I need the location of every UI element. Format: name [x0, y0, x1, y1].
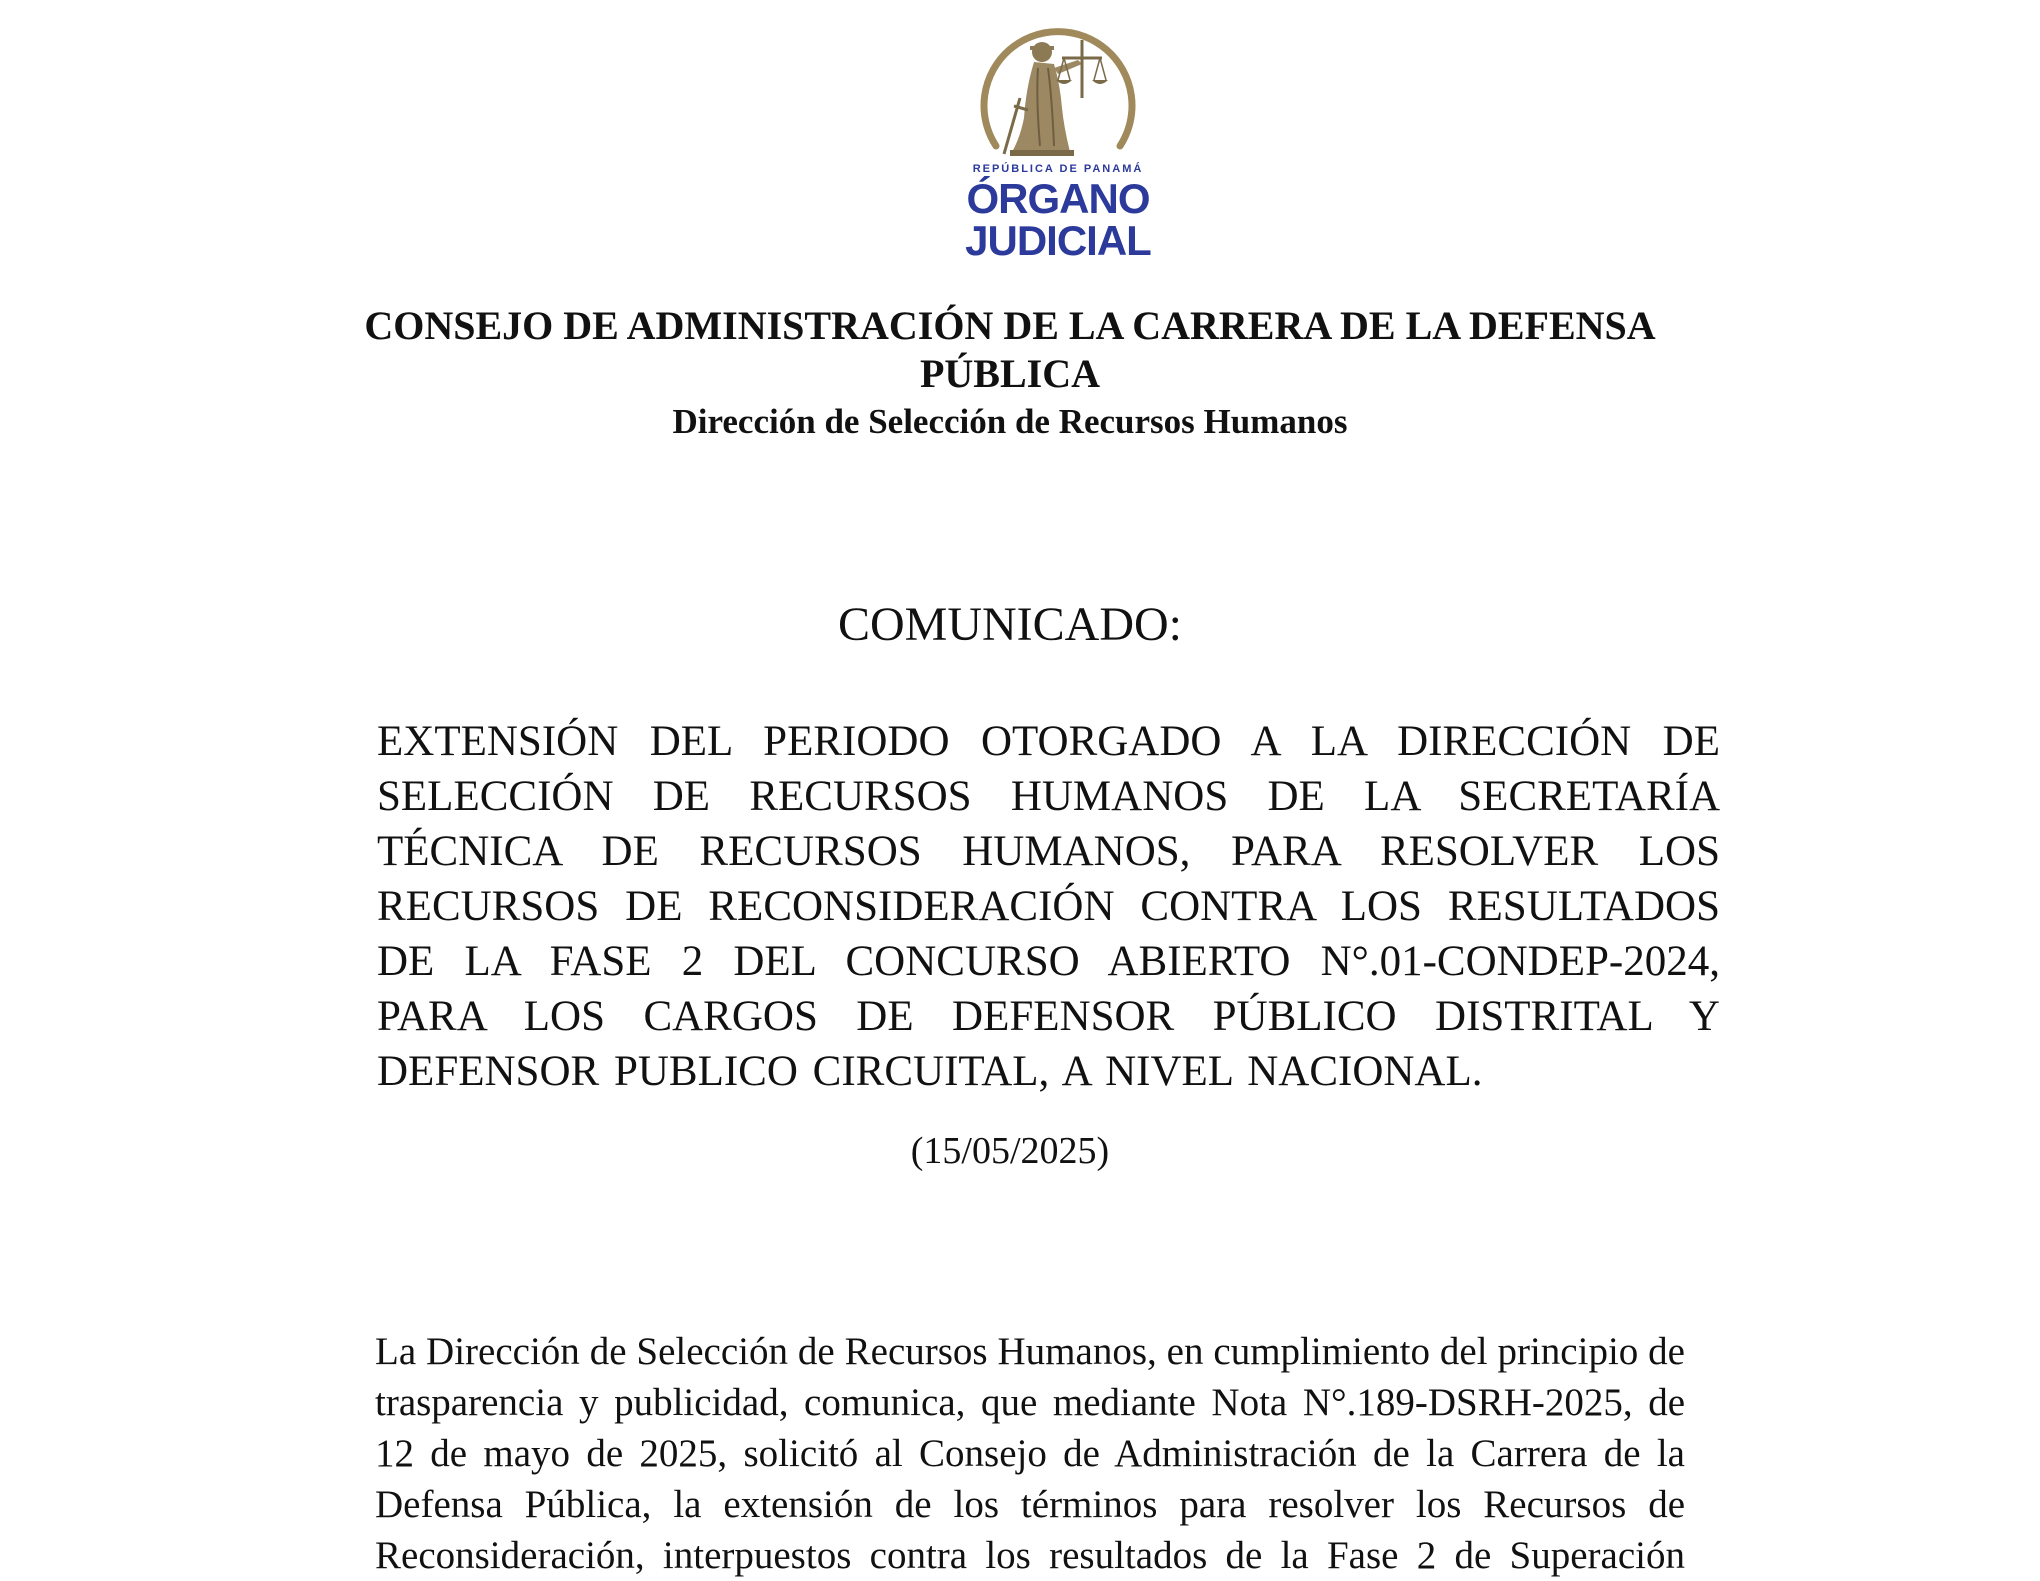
- logo-name-line1: ÓRGANO: [966, 175, 1150, 222]
- body-paragraph: La Dirección de Selección de Recursos Humanos, en cumplimiento del principio de trasparencia y publicidad, comunica, que mediante Nota N°.189-DSRH-2025, de 12 de mayo de 2025, solicitó al Consejo de Administración de la Carrera de la Defensa Pública, la extensión de los términos para resolver los Recursos de Reconsideración, interpuestos contra los resultados de la Fase 2 de Superación: [375, 1330, 1685, 1577]
- document-date: (15/05/2025): [910, 1130, 1110, 1172]
- direction-heading: Dirección de Selección de Recursos Humanos: [672, 402, 1348, 441]
- logo-name-line2: JUDICIAL: [965, 217, 1151, 264]
- lady-justice-emblem-icon: [974, 18, 1142, 166]
- logo-country-text: REPÚBLICA DE PANAMÁ: [972, 163, 1144, 175]
- subject-paragraph: EXTENSIÓN DEL PERIODO OTORGADO A LA DIRECCIÓN DE SELECCIÓN DE RECURSOS HUMANOS DE LA SECRETARÍA TÉCNICA DE RECURSOS HUMANOS, PARA RESOLVER LOS RECURSOS DE RECONSIDERACIÓN CONTRA LOS RESULTADOS DE LA FASE 2 DEL CONCURSO ABIERTO N°.01-CONDEP-2024, PARA LOS CARGOS DE DEFENSOR PÚBLICO DISTRITAL Y DEFENSOR PUBLICO CIRCUITAL, A NIVEL NACIONAL.: [377, 718, 1720, 1095]
- council-heading: CONSEJO DE ADMINISTRACIÓN DE LA CARRERA DE LA DEFENSA PÚBLICA: [364, 303, 1656, 396]
- document-title: COMUNICADO:: [837, 598, 1182, 651]
- organo-judicial-logo: [958, 18, 1158, 264]
